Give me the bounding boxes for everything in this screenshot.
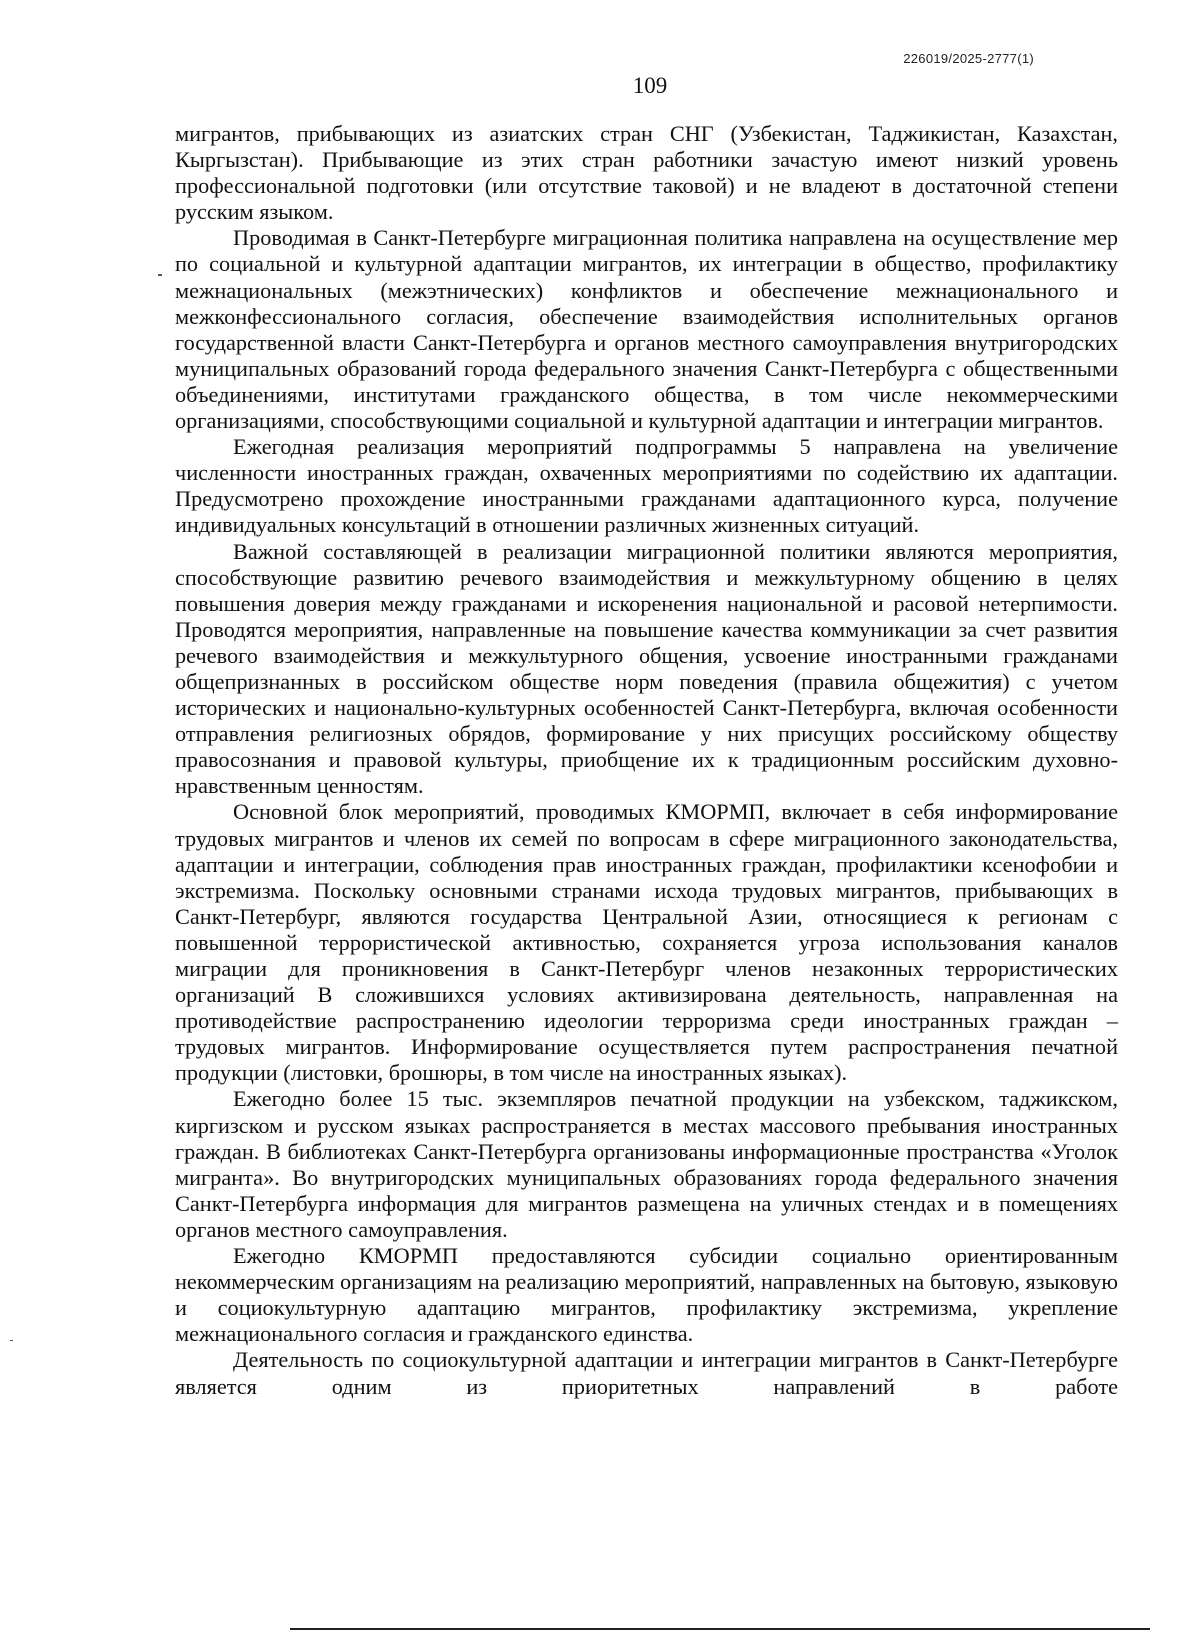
paragraph: Ежегодно более 15 тыс. экземпляров печатной продукции на узбекском, таджикском, киргизском и русском языках распространяется в местах массового пребывания иностранных граждан. В библиотеках Санкт-Петербурга организованы информационные пространства «Уголок мигранта». Во внутригородских муниципальных образованиях города федерального значения Санкт-Петербурга информация для мигрантов размещена на уличных стендах и в помещениях органов местного самоуправления. (175, 1086, 1118, 1242)
scan-artifact (158, 274, 162, 276)
paragraph: мигрантов, прибывающих из азиатских стран СНГ (Узбекистан, Таджикистан, Казахстан, Кыргызстан). Прибывающие из этих стран работники зачастую имеют низкий уровень профессиональной подготовки (или отсутствие таковой) и не владеют в достаточной степени русским языком. (175, 121, 1118, 225)
paragraph: Ежегодно КМОРМП предоставляются субсидии социально ориентированным некоммерческим организациям на реализацию мероприятий, направленных на бытовую, языковую и социокультурную адаптацию мигрантов, профилактику экстремизма, укрепление межнационального согласия и гражданского единства. (175, 1243, 1118, 1347)
document-id: 226019/2025-2777(1) (903, 51, 1034, 66)
scan-artifact (10, 1340, 13, 1341)
scan-edge-line (290, 1628, 1150, 1630)
document-body (175, 121, 1118, 1400)
paragraph: Основной блок мероприятий, проводимых КМОРМП, включает в себя информирование трудовых мигрантов и членов их семей по вопросам в сфере миграционного законодательства, адаптации и интеграции, соблюдения прав иностранных граждан, профилактики ксенофобии и экстремизма. Поскольку основными странами исхода трудовых мигрантов, прибывающих в Санкт-Петербург, являются государства Центральной Азии, относящиеся к регионам с повышенной террористической активностью, сохраняется угроза использования каналов миграции для проникновения в Санкт-Петербург членов незаконных террористических организаций В сложившихся условиях активизирована деятельность, направленная на противодействие распространению идеологии терроризма среди иностранных граждан – трудовых мигрантов. Информирование осуществляется путем распространения печатной продукции (листовки, брошюры, в том числе на иностранных языках). (175, 799, 1118, 1086)
paragraph: Проводимая в Санкт-Петербурге миграционная политика направлена на осуществление мер по социальной и культурной адаптации мигрантов, их интеграции в общество, профилактику межнациональных (межэтнических) конфликтов и обеспечение межнационального и межконфессионального согласия, обеспечение взаимодействия исполнительных органов государственной власти Санкт-Петербурга и органов местного самоуправления внутригородских муниципальных образований города федерального значения Санкт-Петербурга с общественными объединениями, институтами гражданского общества, в том числе некоммерческими организациями, способствующими социальной и культурной адаптации и интеграции мигрантов. (175, 225, 1118, 434)
paragraph: Ежегодная реализация мероприятий подпрограммы 5 направлена на увеличение численности иностранных граждан, охваченных мероприятиями по содействию их адаптации. Предусмотрено прохождение иностранными гражданами адаптационного курса, получение индивидуальных консультаций в отношении различных жизненных ситуаций. (175, 434, 1118, 538)
paragraph: Важной составляющей в реализации миграционной политики являются мероприятия, способствующие развитию речевого взаимодействия и межкультурному общению в целях повышения доверия между гражданами и искоренения национальной и расовой нетерпимости. Проводятся мероприятия, направленные на повышение качества коммуникации за счет развития речевого взаимодействия и межкультурного общения, усвоение иностранными гражданами общепризнанных в российском обществе норм поведения (правила общежития) с учетом исторических и национально-культурных особенностей Санкт-Петербурга, включая особенности отправления религиозных обрядов, формирование у них присущих российскому обществу правосознания и правовой культуры, приобщение их к традиционным российским духовно-нравственным ценностям. (175, 538, 1118, 799)
paragraph: Деятельность по социокультурной адаптации и интеграции мигрантов в Санкт-Петербурге является одним из приоритетных направлений в работе (175, 1347, 1118, 1399)
page-number: 109 (632, 73, 668, 98)
